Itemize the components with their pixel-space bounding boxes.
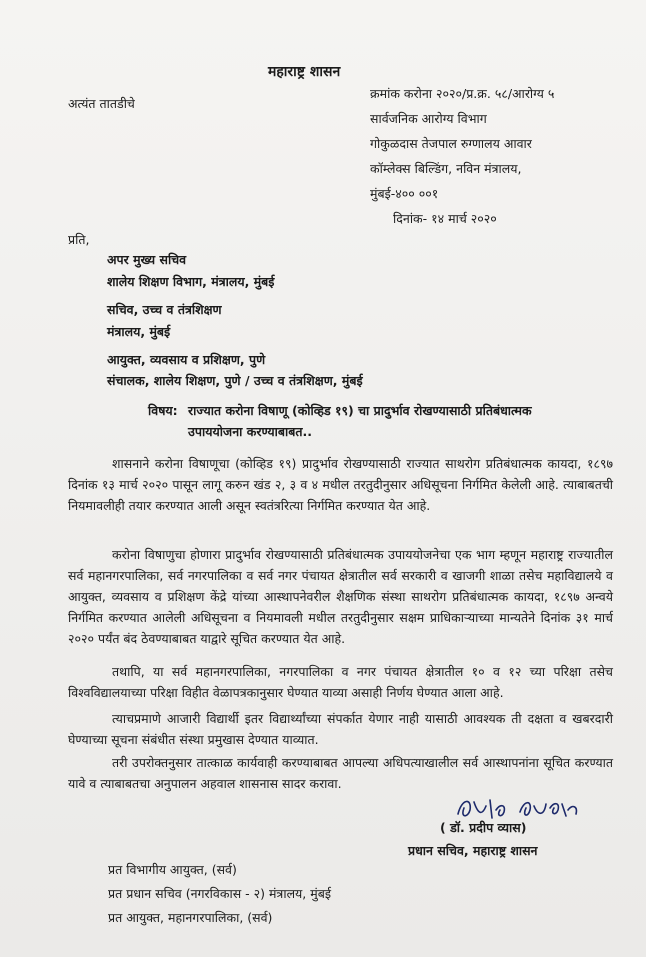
government-heading: महाराष्ट्र शासन (268, 64, 341, 80)
recipients-prefix: प्रति, (68, 232, 90, 247)
recipient-3-office: संचालक, शालेय शिक्षण, पुणे / उच्च व तंत्रशिक्षण, मुंबई (107, 373, 363, 388)
copy-line-2: प्रत प्रधान सचिव (नगरविकास - २) मंत्रालय, मुंबई (108, 886, 331, 901)
recipient-2-title: सचिव, उच्च व तंत्रशिक्षण (107, 302, 222, 317)
body-paragraph-1 (68, 453, 613, 516)
paragraph-3-text: तथापि, या सर्व महानगरपालिका, नगरपालिका व नगर पंचायत क्षेत्रातील १० व १२ च्या परिक्षा तसेच विश्वविद्यालयाच्या परिक्षा विहीत वेळापत्रकानुसार घेण्यात याव्या असाही निर्णय घेण्यात आला आहे. (68, 664, 613, 700)
body-paragraph-2 (68, 544, 613, 649)
recipient-1-title: अपर मुख्य सचिव (107, 252, 187, 267)
signatory-designation: प्रधान सचिव, महाराष्ट्र शासन (408, 843, 538, 858)
recipient-1-office: शालेय शिक्षण विभाग, मंत्रालय, मुंबई (107, 274, 275, 289)
urgency-label: अत्यंत तातडीचे (68, 96, 135, 111)
address-line-3: मुंबई-४०० ००१ (370, 186, 439, 201)
reference-number: क्रमांक करोना २०२०/प्र.क्र. ५८/आरोग्य ५ (370, 86, 555, 101)
recipient-2-office: मंत्रालय, मुंबई (107, 324, 171, 339)
copy-line-3: प्रत आयुक्त, महानगरपालिका, (सर्व) (108, 910, 273, 925)
paragraph-2-text: करोना विषाणुचा होणारा प्रादुर्भाव रोखण्यासाठी प्रतिबंधात्मक उपाययोजनेचा एक भाग म्हणून महाराष्ट्र राज्यातील सर्व महानगरपालिका, सर्व नगरपालिका व सर्व नगर पंचायत क्षेत्रातील सर्व सरकारी व खाजगी शाळा तसेच महाविद्यालये व आयुक्त, व्यवसाय व प्रशिक्षण केंद्रे यांच्या आस्थापनेवरील शैक्षणिक संस्था साथरोग प्रतिबंधात्मक कायदा, १८९७ अन्वये निर्गमित करण्यात आलेली अधिसूचना व नियमावली मधील तरतुदीनुसार सक्षम प्राधिकाऱ्याच्या मान्यतेने दिनांक ३१ मार्च २०२० पर्यंत बंद ठेवण्याबाबत याद्वारे सूचित करण्यात येत आहे. (68, 547, 613, 646)
subject-label: विषय: (148, 403, 178, 418)
address-line-2: कॉम्लेक्स बिल्डिंग, नविन मंत्रालय, (370, 161, 522, 176)
paragraph-5-text: तरी उपरोक्तनुसार तात्काळ कार्यवाही करण्याबाबत आपल्या अधिपत्याखालील सर्व आस्थापनांना सूचित करण्यात यावे व त्याबाबतचा अनुपालन अहवाल शासनास सादर करावा. (68, 755, 613, 791)
paragraph-4-text: त्याचप्रमाणे आजारी विद्यार्थी इतर विद्यार्थ्यांच्या संपर्कात येणार नाही यासाठी आवश्यक ती दक्षता व खबरदारी घेण्याच्या सूचना संबंधीत संस्था प्रमुखास देण्यात याव्यात. (68, 711, 613, 747)
body-paragraph-3 (68, 661, 613, 703)
recipient-3-title: आयुक्त, व्यवसाय व प्रशिक्षण, पुणे (107, 352, 266, 367)
subject-line-1: राज्यात करोना विषाणू (कोव्हिड १९) चा प्रादुर्भाव रोखण्यासाठी प्रतिबंधात्मक (188, 403, 532, 418)
address-line-1: गोकुळदास तेजपाल रुग्णालय आवार (370, 136, 532, 151)
paragraph-1-text: शासनाने करोना विषाणूचा (कोव्हिड १९) प्रादुर्भाव रोखण्यासाठी राज्यात साथरोग प्रतिबंधात्मक कायदा, १८९७ दिनांक १३ मार्च २०२० पासून लागू करुन खंड २, ३ व ४ मधील तरतुदीनुसार अधिसूचना निर्गमित केलेली आहे. त्याबाबतची नियमावलीही तयार करण्यात आली असून स्वतंत्ररित्या निर्गमित करण्यात येत आहे. (68, 456, 613, 513)
department-name: सार्वजनिक आरोग्य विभाग (370, 111, 487, 126)
copy-line-1: प्रत विभागीय आयुक्त, (सर्व) (108, 862, 237, 877)
body-paragraph-4 (68, 708, 613, 750)
signatory-name: ( डॉ. प्रदीप व्यास) (440, 820, 527, 835)
letter-date: दिनांक- १४ मार्च २०२० (393, 211, 497, 226)
subject-line-2: उपाययोजना करण्याबाबत.. (188, 424, 312, 439)
